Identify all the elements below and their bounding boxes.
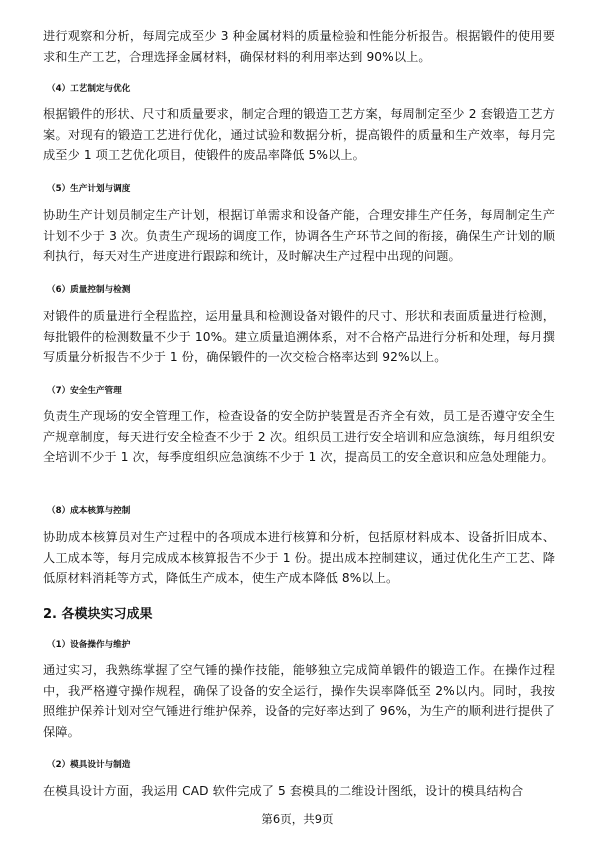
subheading-cost-control: （8）成本核算与控制	[47, 506, 131, 516]
paragraph-material-analysis: 进行观察和分析，每周完成至少 3 种金属材料的质量检验和性能分析报告。根据锻件的使用要求和生产工艺，合理选择金属材料，确保材料的利用率达到 90%以上。	[43, 29, 555, 64]
subheading-production-planning: （5）生产计划与调度	[47, 184, 131, 194]
page-number-footer: 第6页，共9页	[261, 812, 334, 826]
subheading-quality-control: （6）质量控制与检测	[47, 285, 131, 295]
subheading-safety-management: （7）安全生产管理	[47, 386, 122, 396]
paragraph-mold-design: 在模具设计方面，我运用 CAD 软件完成了 5 套模具的二维设计图纸，设计的模具结构合	[43, 784, 524, 798]
paragraph-equipment-operation: 通过实习，我熟练掌握了空气锤的操作技能，能够独立完成简单锻件的锻造工作。在操作过程中，我严格遵守操作规程，确保了设备的安全运行，操作失误率降低至 2%以内。同时，我按照维护保养计划对空气锤进行维护保养，设备的完好率达到了 96%，为生产的顺利进行提供了保障。	[43, 663, 555, 739]
paragraph-safety-management: 负责生产现场的安全管理工作，检查设备的安全防护装置是否齐全有效，员工是否遵守安全生产规章制度，每天进行安全检查不少于 2 次。组织员工进行安全培训和应急演练，每月组织安全培训不少于 1 次，每季度组织应急演练不少于 1 次，提高员工的安全意识和应急处理能力。	[43, 409, 555, 464]
paragraph-process-optimization: 根据锻件的形状、尺寸和质量要求，制定合理的锻造工艺方案，每周制定至少 2 套锻造工艺方案。对现有的锻造工艺进行优化，通过试验和数据分析，提高锻件的质量和生产效率，每月完成至少 1 项工艺优化项目，使锻件的废品率降低 5%以上。	[43, 107, 555, 162]
paragraph-cost-control: 协助成本核算员对生产过程中的各项成本进行核算和分析，包括原材料成本、设备折旧成本、人工成本等，每月完成成本核算报告不少于 1 份。提出成本控制建议，通过优化生产工艺、降低原材料消耗等方式，降低生产成本，使生产成本降低 8%以上。	[43, 530, 555, 585]
subheading-mold-design: （2）模具设计与制造	[47, 760, 131, 770]
paragraph-quality-control: 对锻件的质量进行全程监控，运用量具和检测设备对锻件的尺寸、形状和表面质量进行检测，每批锻件的检测数量不少于 10%。建立质量追溯体系，对不合格产品进行分析和处理，每月撰写质量分析报告不少于 1 份，确保锻件的一次交检合格率达到 92%以上。	[43, 309, 555, 364]
subheading-equipment-operation: （1）设备操作与维护	[47, 640, 131, 650]
paragraph-production-planning: 协助生产计划员制定生产计划，根据订单需求和设备产能，合理安排生产任务，每周制定生产计划不少于 3 次。负责生产现场的调度工作，协调各生产环节之间的衔接，确保生产计划的顺利执行，每天对生产进度进行跟踪和统计，及时解决生产过程中出现的问题。	[43, 208, 555, 263]
subheading-process-optimization: （4）工艺制定与优化	[47, 84, 131, 94]
section-heading-results: 2. 各模块实习成果	[43, 607, 153, 622]
